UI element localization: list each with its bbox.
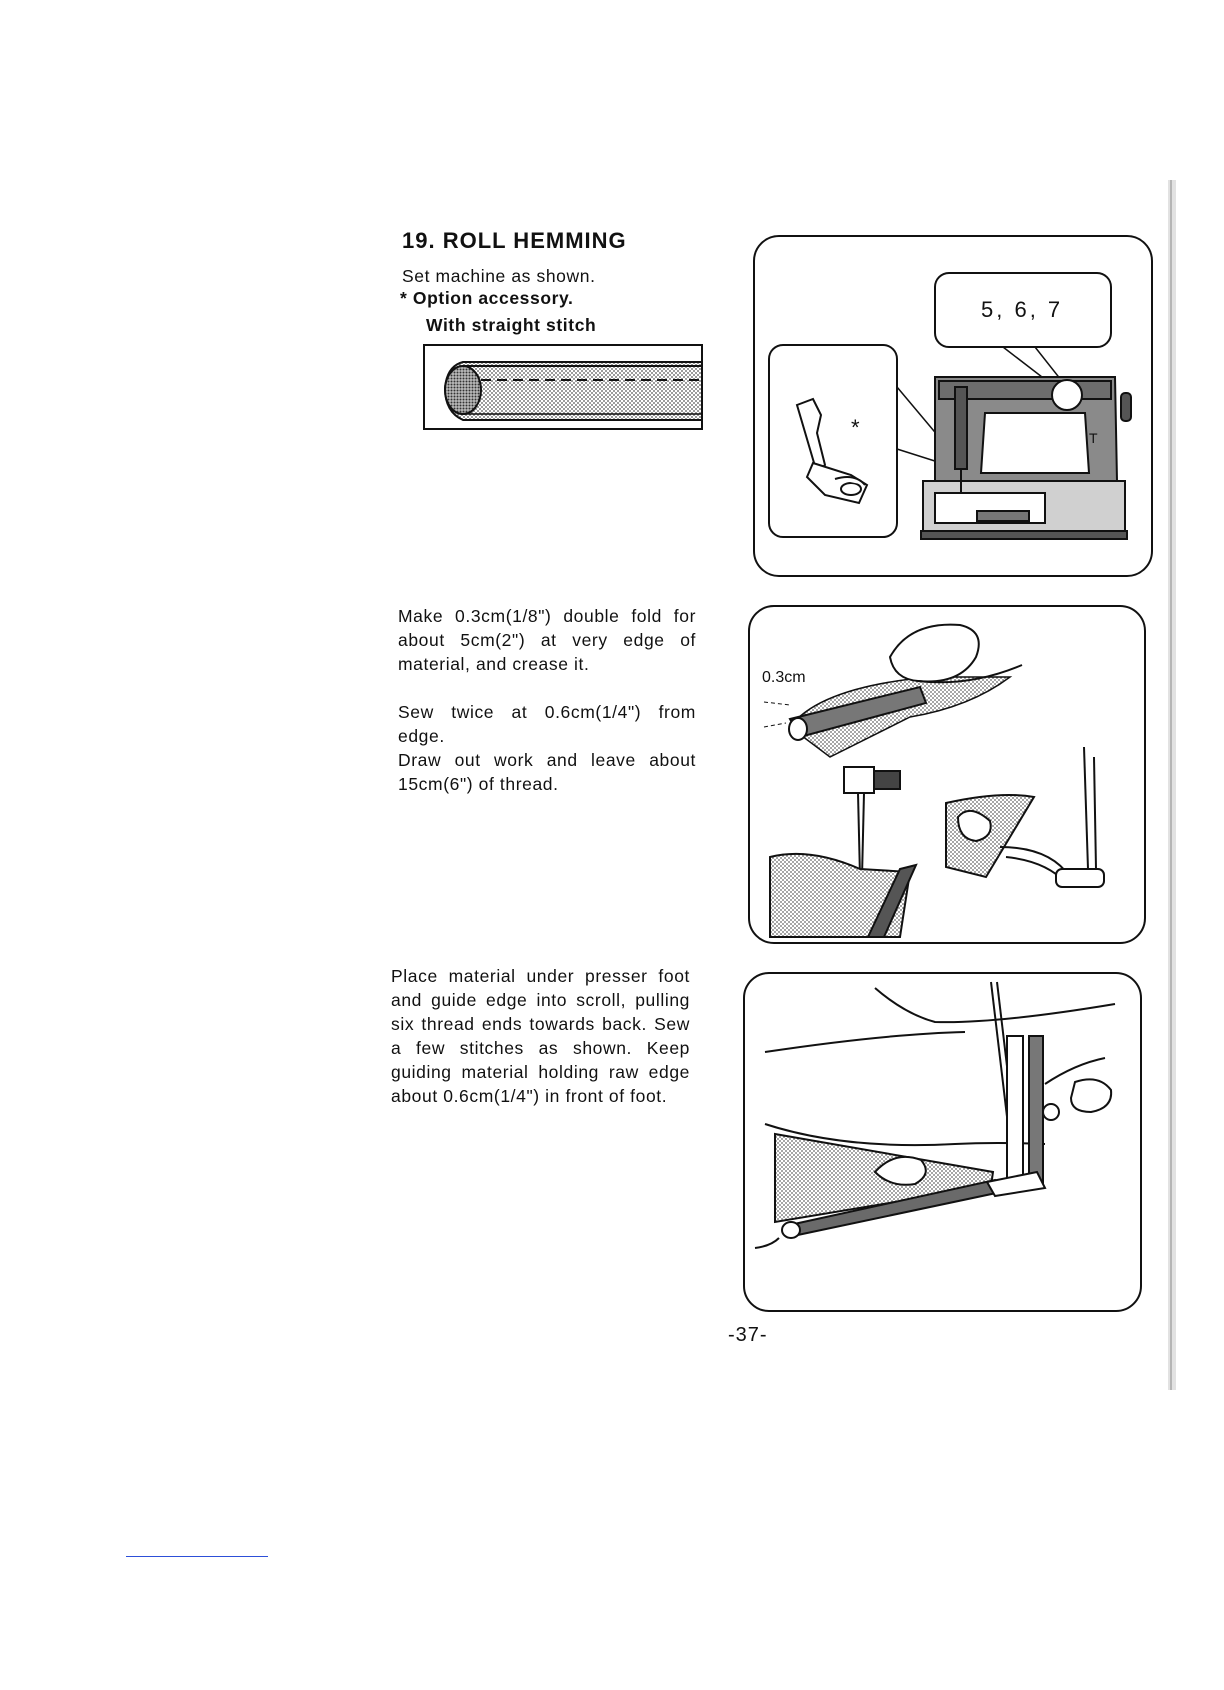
intro-option-accessory <box>400 286 574 310</box>
step-sew-instructions <box>398 700 696 796</box>
option-asterisk: * <box>400 288 408 308</box>
step-text: Make 0.3cm(1/8") double fold for about 5cm(2") at very edge of material, and crease it. <box>398 606 696 674</box>
step-guide-instructions <box>391 964 690 1108</box>
section-number: 19. <box>402 228 436 253</box>
step-text: Place material under presser foot and guide edge into scroll, pulling six thread ends towards back. Sew a few stitches as shown. Keep guiding material holding raw edge about 0.6cm(1/4") in front of foot. <box>391 966 690 1106</box>
stitch-label: With straight stitch <box>426 315 597 335</box>
svg-text:T: T <box>1089 430 1098 446</box>
guide-material-figure <box>743 972 1142 1312</box>
step-text: Sew twice at 0.6cm(1/4") from edge. <box>398 702 696 746</box>
stitch-sample-illustration <box>423 344 703 430</box>
fold-measure-label: 0.3cm <box>762 669 806 686</box>
machine-settings-value: 5, 6, 7 <box>981 297 1064 322</box>
section-title-text: ROLL HEMMING <box>442 228 627 253</box>
page-number: -37- <box>728 1324 768 1346</box>
intro-set-machine: Set machine as shown. <box>402 266 596 286</box>
machine-settings-figure <box>753 235 1153 577</box>
step-fold-instructions <box>398 604 696 676</box>
foot-asterisk: * <box>851 415 860 440</box>
scan-bottom-line <box>126 1556 268 1557</box>
section-title <box>402 228 627 254</box>
option-label: Option accessory. <box>412 288 574 308</box>
fold-and-sew-figure <box>748 605 1146 944</box>
scan-edge-strip <box>1168 180 1176 1690</box>
step-text: Draw out work and leave about 15cm(6") of thread. <box>398 750 696 794</box>
